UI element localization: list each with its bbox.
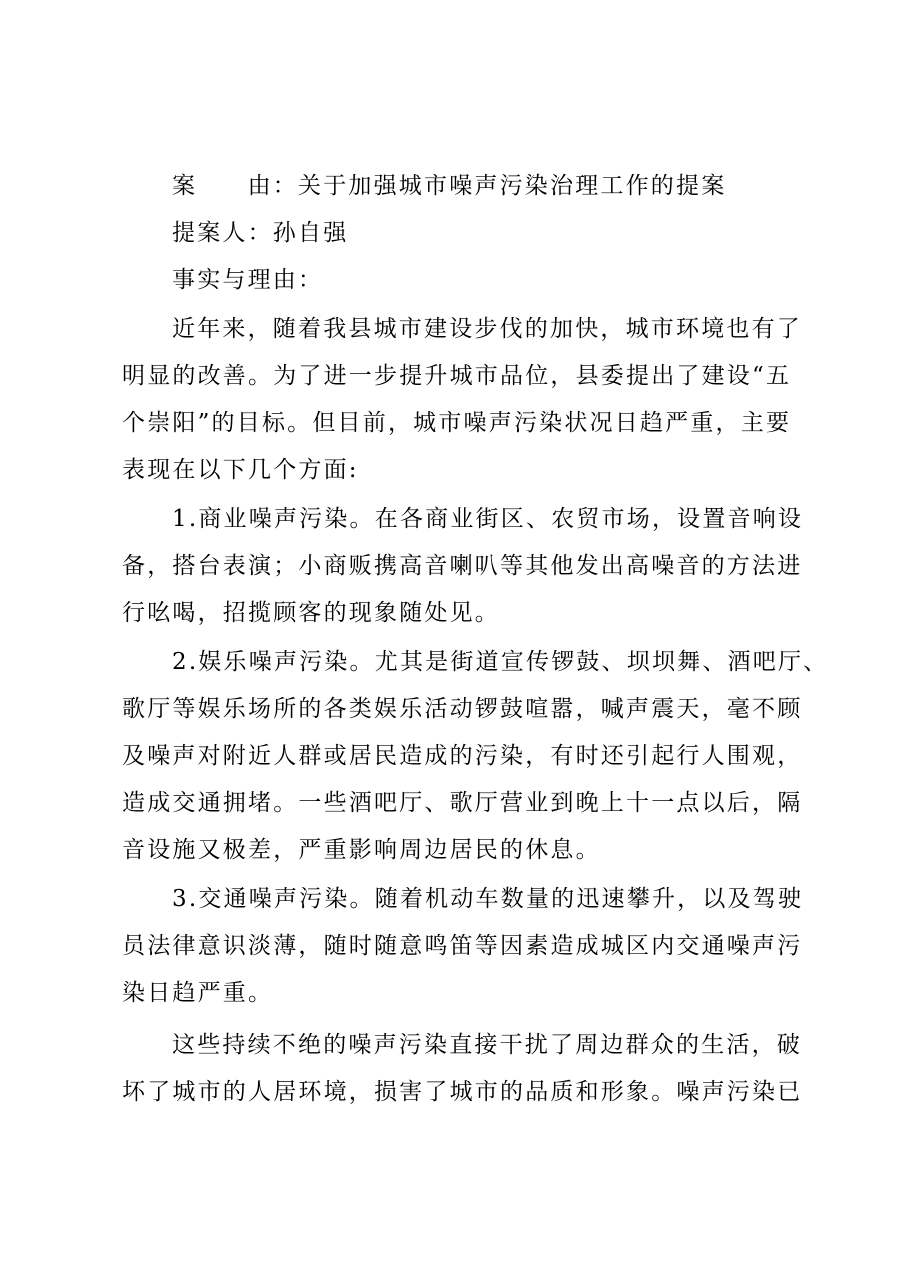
paragraph-line: 音设施又极差，严重影响周边居民的休息。 — [122, 837, 601, 863]
paragraph-line: 2.娱乐噪声污染。尤其是街道宣传锣鼓、坝坝舞、酒吧厅、 — [172, 649, 829, 675]
facts-heading: 事实与理由： — [172, 267, 324, 293]
paragraph-line: 员法律意识淡薄，随时随意鸣笛等因素造成城区内交通噪声污 — [122, 933, 803, 959]
paragraph-line: 近年来，随着我县城市建设步伐的加快，城市环境也有了 — [172, 316, 802, 342]
paragraph-line: 个崇阳”的目标。但目前，城市噪声污染状况日趋严重，主要 — [122, 410, 792, 436]
case-subject-line: 案 由：关于加强城市噪声污染治理工作的提案 — [172, 173, 727, 199]
paragraph-line: 行吆喝，招揽顾客的现象随处见。 — [122, 600, 500, 626]
paragraph-line: 造成交通拥堵。一些酒吧厅、歌厅营业到晚上十一点以后，隔 — [122, 790, 803, 816]
paragraph-line: 3.交通噪声污染。随着机动车数量的迅速攀升，以及驾驶 — [172, 886, 804, 912]
paragraph-line: 备，搭台表演；小商贩携高音喇叭等其他发出高噪音的方法进 — [122, 553, 803, 579]
paragraph-line: 染日趋严重。 — [122, 980, 274, 1006]
paragraph-line: 歌厅等娱乐场所的各类娱乐活动锣鼓喧嚣，喊声震天，毫不顾 — [122, 696, 803, 722]
paragraph-line: 明显的改善。为了进一步提升城市品位，县委提出了建设“五 — [122, 363, 792, 389]
paragraph-line: 及噪声对附近人群或居民造成的污染，有时还引起行人围观， — [122, 743, 803, 769]
paragraph-line: 这些持续不绝的噪声污染直接干扰了周边群众的生活，破 — [172, 1032, 802, 1058]
paragraph-line: 表现在以下几个方面: — [122, 457, 359, 483]
proposer-line: 提案人：孙自强 — [172, 220, 349, 246]
paragraph-line: 1.商业噪声污染。在各商业街区、农贸市场，设置音响设 — [172, 506, 804, 532]
paragraph-line: 坏了城市的人居环境，损害了城市的品质和形象。噪声污染已 — [122, 1079, 803, 1105]
